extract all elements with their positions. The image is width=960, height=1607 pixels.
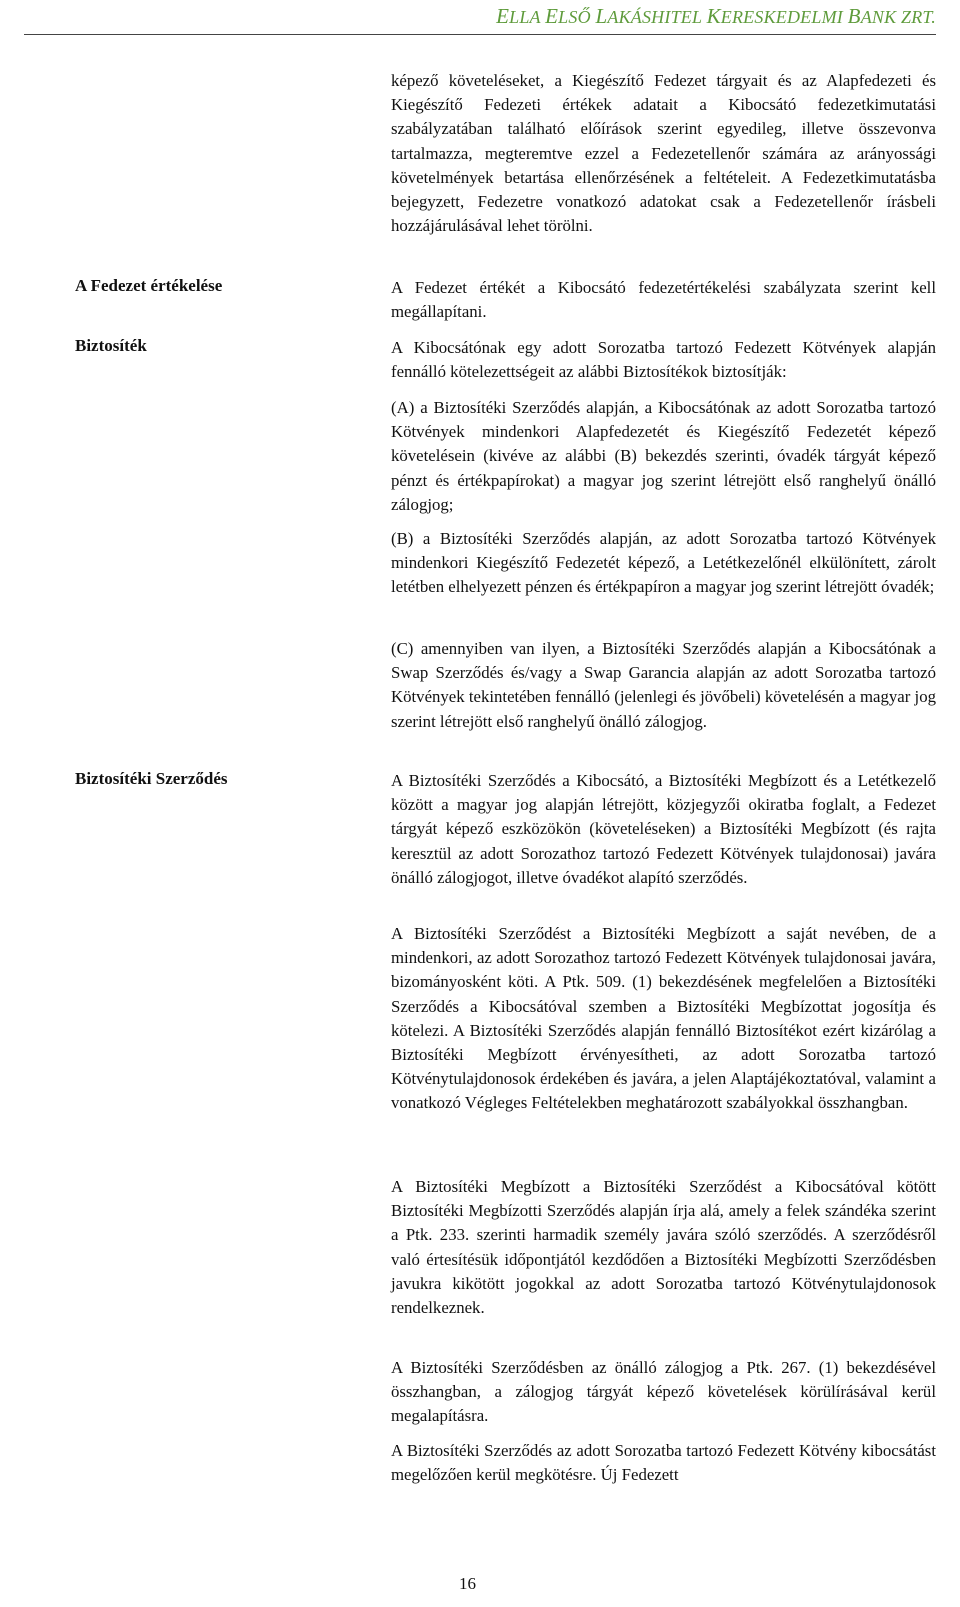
header-text-part: ERESKEDELMI xyxy=(720,7,848,27)
header-text-part: E xyxy=(545,4,559,28)
header-text-part: E xyxy=(496,4,510,28)
label-fedezet-ertekelese: A Fedezet értékelése xyxy=(75,276,223,295)
paragraph-text: (B) a Biztosítéki Szerződés alapján, az adott Sorozatba tartozó Kötvények mindenkori Kiegészítő Fedezetét képező, a Letétkezelőnél elkülönített, zárolt letétben elhelyezett pénzen és értékpapíron a magyar jog szerint létrejött óvadék; xyxy=(391,529,936,597)
paragraph-megkotes xyxy=(391,1439,936,1487)
header-text-part: K xyxy=(706,4,721,28)
paragraph-fedezetkimutatas xyxy=(391,69,936,238)
paragraph-onallo-zalogjog xyxy=(391,1356,936,1429)
paragraph-megbizotti-szerzodes xyxy=(391,1175,936,1320)
paragraph-text: (C) amennyiben van ilyen, a Biztosítéki Szerződés alapján a Kibocsátónak a Swap Szerződés és/vagy a Swap Garancia alapján az adott Sorozatba tartozó Kötvények tekintetében fennálló (jelenlegi és jövőbeli) követelésén a magyar jog szerint létrejött első ranghelyű önálló zálogjog. xyxy=(391,639,936,731)
paragraph-text: A Biztosítéki Szerződés a Kibocsátó, a Biztosítéki Megbízott és a Letétkezelő között a magyar jog alapján létrejött, közjegyzői okiratba foglalt, a Fedezet tárgyát képező eszközökön (követeléseken) a Biztosítéki Megbízott (és rajta keresztül az adott Sorozathoz tartozó Fedezett Kötvények tulajdonosai) javára önálló zálogjogot, illetve óvadékot alapító szerződés. xyxy=(391,771,936,887)
header-rule xyxy=(24,34,936,35)
header-text-part: ANK ZRT. xyxy=(860,7,936,27)
paragraph-biztositekok xyxy=(391,336,936,384)
paragraph-szerzodes-definicio xyxy=(391,769,936,890)
paragraph-text: A Biztosítéki Megbízott a Biztosítéki Szerződést a Kibocsátóval kötött Biztosítéki Megbízotti Szerződés alapján írja alá, amely a felek szándéka szerint a Ptk. 233. szerinti harmadik személy javára szóló szerződés. A szerződésről való értesítésük időpontjától kezdődően a Biztosítéki Megbízotti Szerződésben javukra kikötött jogokkal az adott Sorozatba tartozó Kötvénytulajdonosok rendelkeznek. xyxy=(391,1177,936,1318)
header-text-part: AKÁSHITEL xyxy=(607,7,707,27)
page-number: 16 xyxy=(459,1574,476,1593)
paragraph-fedezet-erteke xyxy=(391,276,936,324)
header-text-part: B xyxy=(847,4,861,28)
paragraph-item-b xyxy=(391,527,936,600)
paragraph-item-a xyxy=(391,396,936,517)
running-header xyxy=(0,4,936,29)
paragraph-text: A Biztosítéki Szerződésben az önálló zálogjog a Ptk. 267. (1) bekezdésével összhangban, a zálogjog tárgyát képező követelések körülírásával kerül megalapításra. xyxy=(391,1358,936,1426)
paragraph-text: A Biztosítéki Szerződést a Biztosítéki Megbízott a saját nevében, de a mindenkori, az adott Sorozathoz tartozó Fedezett Kötvények tulajdonosai javára, bizományosként köti. A Ptk. 509. (1) bekezdésének megfelelően a Biztosítéki Szerződés a Kibocsátóval szemben a Biztosítéki Megbízottat jogosítja és kötelezi. A Biztosítéki Szerződés alapján fennálló Biztosítékot ezért kizárólag a Biztosítéki Megbízott érvényesítheti, az adott Sorozatba tartozó Kötvénytulajdonosok érdekében és javára, a jelen Alaptájékoztatóval, valamint a vonatkozó Végleges Feltételekben meghatározott szabályokkal összhangban. xyxy=(391,924,936,1113)
paragraph-text: A Biztosítéki Szerződés az adott Sorozatba tartozó Fedezett Kötvény kibocsátást megelőzően kerül megkötésre. Új Fedezett xyxy=(391,1441,936,1485)
paragraph-text: A Kibocsátónak egy adott Sorozatba tartozó Fedezett Kötvények alapján fennálló kötelezettségeit az alábbi Biztosítékok biztosítják: xyxy=(391,338,936,382)
header-text-part: LSŐ xyxy=(558,7,596,27)
paragraph-text: A Fedezet értékét a Kibocsátó fedezetértékelési szabályzata szerint kell megállapítani. xyxy=(391,278,936,322)
paragraph-bizomanyos xyxy=(391,922,936,1116)
paragraph-item-c xyxy=(391,637,936,734)
paragraph-text: (A) a Biztosítéki Szerződés alapján, a Kibocsátónak az adott Sorozatba tartozó Kötvények mindenkori Alapfedezetét és Kiegészítő Fedezetét képező követelésein (kivéve az alábbi (B) bekezdés szerinti, óvadék tárgyát képező pénzt és értékpapírokat) a magyar jog szerint létrejött első ranghelyű önálló zálogjog; xyxy=(391,398,936,514)
label-biztositeki-szerzodes: Biztosítéki Szerződés xyxy=(75,769,228,788)
paragraph-text: képező követeléseket, a Kiegészítő Fedezet tárgyait és az Alapfedezeti és Kiegészítő Fedezeti értékek adatait a Kibocsátó fedezetkimutatási szabályzatában található előírások szerint egyedileg, illetve összevonva tartalmazza, megteremtve ezzel a Fedezetellenőr számára az arányossági követelmények betartása ellenőrzésének a feltételeit. A Fedezetkimutatásba bejegyzett, Fedezetre vonatkozó adatokat csak a Fedezetellenőr írásbeli hozzájárulásával lehet törölni. xyxy=(391,71,936,236)
header-text-part: L xyxy=(595,4,608,28)
header-text-part: LLA xyxy=(509,7,546,27)
label-biztositek: Biztosíték xyxy=(75,336,147,355)
